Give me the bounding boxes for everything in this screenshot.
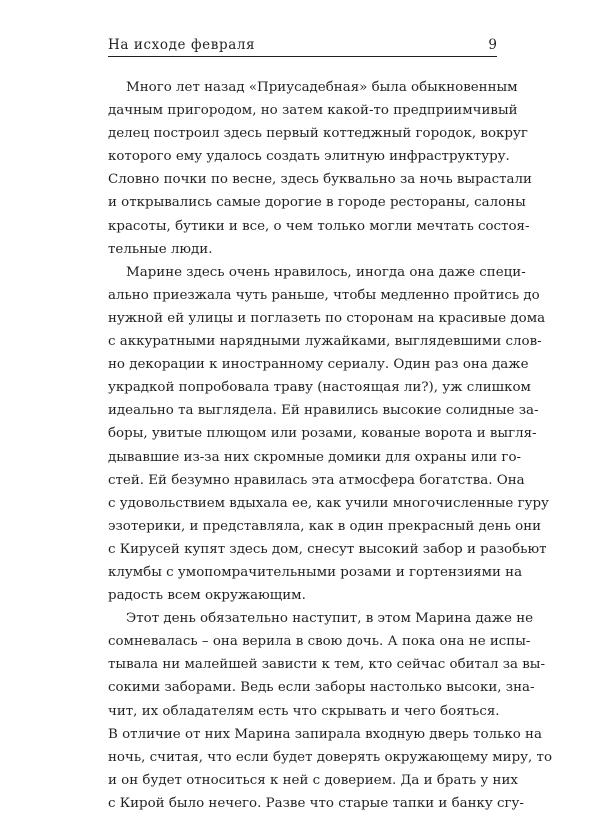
- text-line: тывала ни малейшей зависти к тем, кто сейчас обитал за вы-: [108, 657, 545, 673]
- text-line: клумбы с умопомрачительными розами и гортензиями на: [108, 564, 523, 580]
- text-line: Словно почки по весне, здесь буквально за ночь вырастали: [108, 172, 532, 188]
- text-line: чит, их обладателям есть что скрывать и чего бояться.: [108, 703, 500, 719]
- text-line: дачным пригородом, но затем какой-то предприимчивый: [108, 103, 518, 119]
- running-header: [108, 26, 497, 57]
- text-line: тельные люди.: [108, 241, 213, 257]
- text-line: но декорации к иностранному сериалу. Один раз она даже: [108, 357, 529, 373]
- text-line: Много лет назад «Приусадебная» была обыкновенным: [126, 80, 518, 95]
- text-line: боры, увитые плющом или розами, кованые ворота и выгля-: [108, 426, 537, 442]
- text-line: с Кирусей купят здесь дом, снесут высокий забор и разобьют: [108, 541, 547, 557]
- text-line: и открывались самые дорогие в городе рестораны, салоны: [108, 195, 526, 211]
- text-line: с аккуратными нарядными лужайками, выглядевшими слов-: [108, 334, 542, 350]
- text-line: эзотерики, и представляла, как в один прекрасный день они: [108, 518, 542, 534]
- text-line: В отличие от них Марина запирала входную дверь только на: [108, 726, 542, 742]
- text-line: делец построил здесь первый коттеджный городок, вокруг: [108, 126, 528, 142]
- text-line: Этот день обязательно наступит, в этом Марина даже не: [126, 611, 534, 627]
- text-line: ночь, считая, что если будет доверять окружающему миру, то: [108, 749, 553, 765]
- text-line: идеально та выглядела. Ей нравились высокие солидные за-: [108, 403, 539, 419]
- text-line: стей. Ей безумно нравилась эта атмосфера богатства. Она: [108, 472, 525, 488]
- text-line: сомневалась – она верила в свою дочь. А пока она не испы-: [108, 634, 531, 650]
- text-line: которого ему удалось создать элитную инфраструктуру.: [108, 149, 510, 165]
- text-line: ально приезжала чуть раньше, чтобы медленно пройтись до: [108, 287, 540, 303]
- text-line: украдкой попробовала траву (настоящая ли?), уж слишком: [108, 380, 531, 396]
- running-title: На исходе февраля: [108, 37, 256, 53]
- text-line: с Кирой было нечего. Разве что старые тапки и банку сгу-: [108, 795, 524, 811]
- text-line: с удовольствием вдыхала ее, как учили многочисленные гуру: [108, 495, 549, 511]
- text-line: нужной ей улицы и поглазеть по сторонам на красивые дома: [108, 310, 546, 326]
- text-line: Марине здесь очень нравилось, иногда она даже специ-: [126, 264, 526, 280]
- text-line: красоты, бутики и все, о чем только могли мечтать состоя-: [108, 218, 530, 234]
- text-line: и он будет относиться к ней с доверием. Да и брать у них: [108, 772, 518, 788]
- page-number: 9: [488, 37, 497, 53]
- text-line: сокими заборами. Ведь если заборы настолько высоки, зна-: [108, 680, 535, 696]
- text-line: дывавшие из-за них скромные домики для охраны или го-: [108, 449, 522, 465]
- text-line: радость всем окружающим.: [108, 588, 306, 604]
- body-text: [108, 76, 553, 815]
